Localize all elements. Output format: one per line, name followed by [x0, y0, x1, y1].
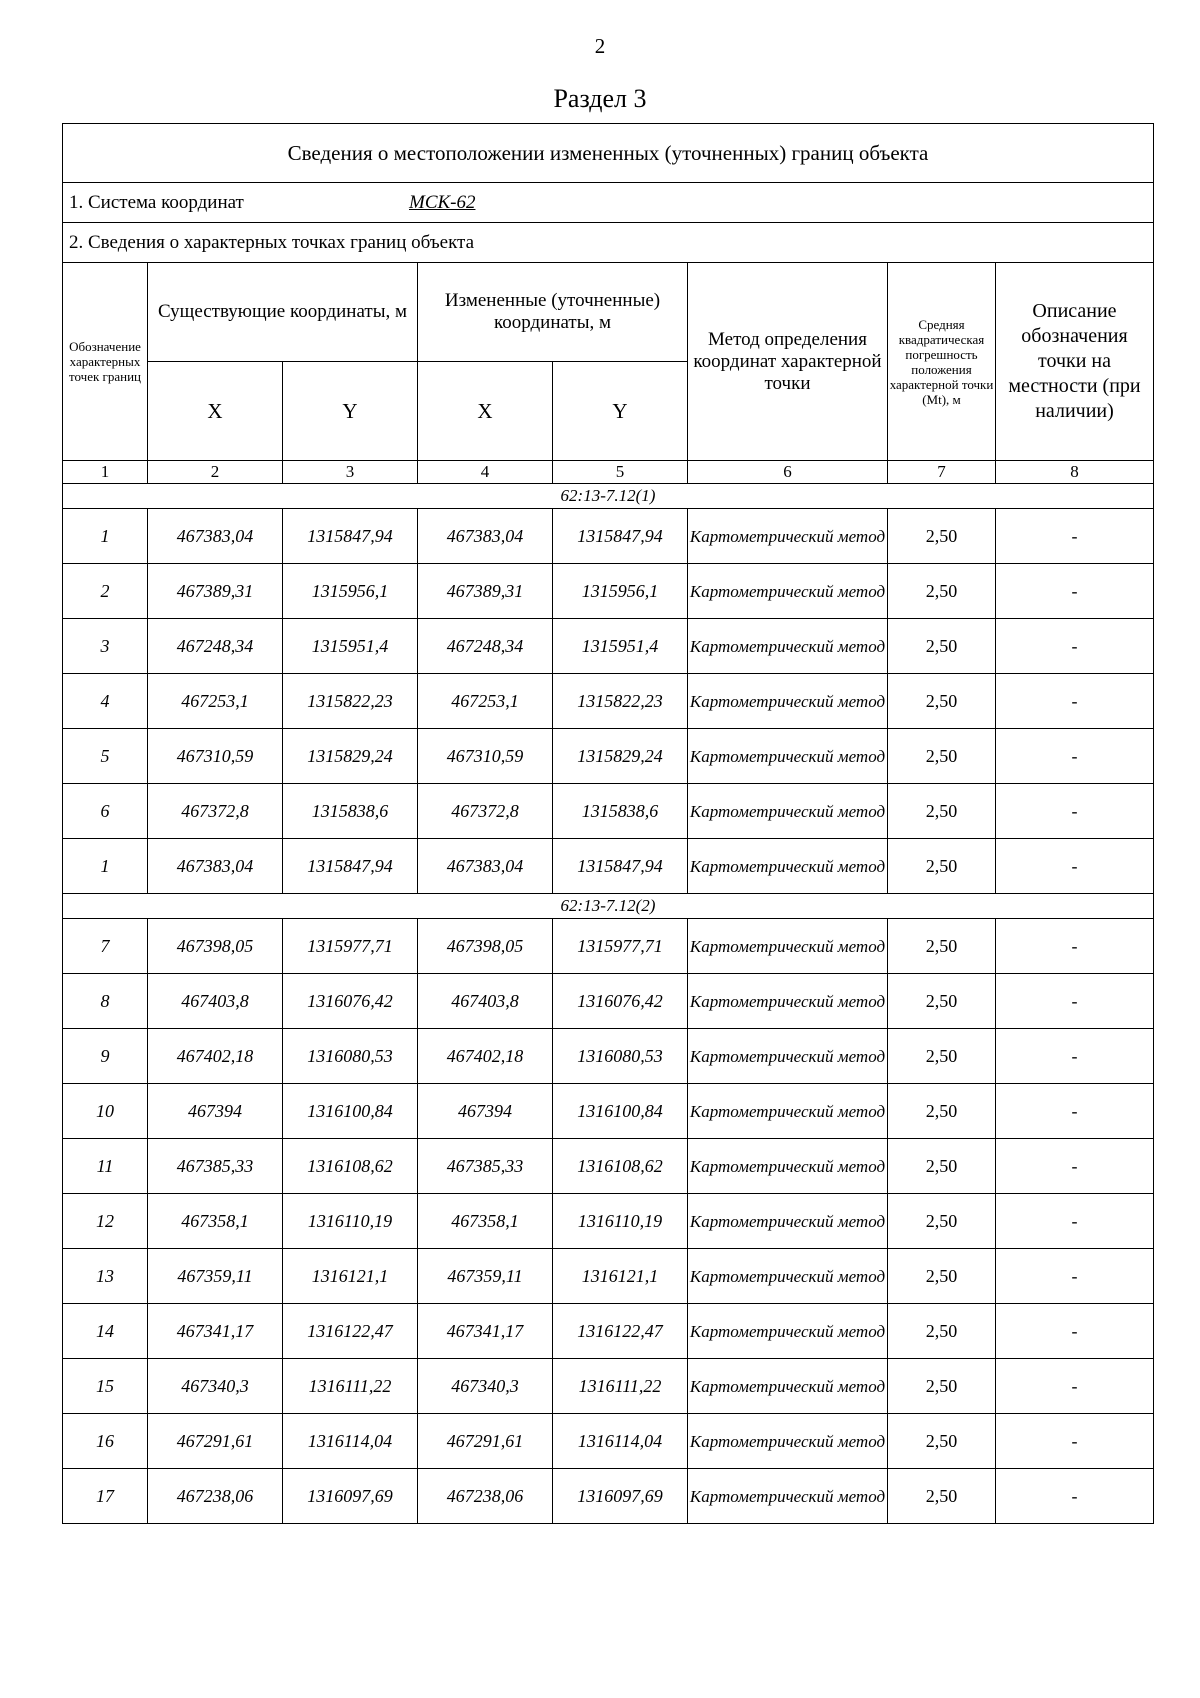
cell-error: 2,50: [888, 1359, 996, 1414]
header-changed: Измененные (уточненные) координаты, м: [418, 263, 688, 362]
cell-method: Картометрический метод: [688, 1084, 888, 1139]
cell-x-existing: 467341,17: [148, 1304, 283, 1359]
cell-x-existing: 467383,04: [148, 509, 283, 564]
cell-method: Картометрический метод: [688, 564, 888, 619]
cell-method: Картометрический метод: [688, 1194, 888, 1249]
coord-system-row: [63, 183, 1154, 223]
header-method: Метод определения координат характерной точки: [688, 263, 888, 461]
cell-x-changed: 467358,1: [418, 1194, 553, 1249]
cell-point: 14: [63, 1304, 148, 1359]
cell-error: 2,50: [888, 1414, 996, 1469]
cell-x-existing: 467389,31: [148, 564, 283, 619]
cell-error: 2,50: [888, 919, 996, 974]
cell-y-existing: 1316122,47: [283, 1304, 418, 1359]
cell-x-changed: 467248,34: [418, 619, 553, 674]
cell-error: 2,50: [888, 619, 996, 674]
cell-point: 10: [63, 1084, 148, 1139]
cell-method: Картометрический метод: [688, 619, 888, 674]
table-title: Сведения о местоположении измененных (уточненных) границ объекта: [63, 124, 1154, 183]
table-row: [63, 919, 1154, 974]
cell-y-existing: 1315956,1: [283, 564, 418, 619]
cell-point: 6: [63, 784, 148, 839]
cell-y-existing: 1316108,62: [283, 1139, 418, 1194]
cell-y-existing: 1316111,22: [283, 1359, 418, 1414]
cell-error: 2,50: [888, 1139, 996, 1194]
cell-method: Картометрический метод: [688, 1029, 888, 1084]
cell-y-changed: 1316122,47: [553, 1304, 688, 1359]
cell-method: Картометрический метод: [688, 1304, 888, 1359]
cell-y-existing: 1316114,04: [283, 1414, 418, 1469]
table-row: [63, 729, 1154, 784]
cell-error: 2,50: [888, 564, 996, 619]
col-number: 6: [688, 461, 888, 484]
cell-error: 2,50: [888, 784, 996, 839]
cell-x-changed: 467341,17: [418, 1304, 553, 1359]
cell-x-existing: 467383,04: [148, 839, 283, 894]
cell-y-existing: 1315829,24: [283, 729, 418, 784]
cell-method: Картометрический метод: [688, 1249, 888, 1304]
cell-point: 11: [63, 1139, 148, 1194]
cell-y-changed: 1316097,69: [553, 1469, 688, 1524]
cell-method: Картометрический метод: [688, 839, 888, 894]
header-existing: Существующие координаты, м: [148, 263, 418, 362]
cell-x-existing: 467291,61: [148, 1414, 283, 1469]
cell-x-changed: 467359,11: [418, 1249, 553, 1304]
cell-method: Картометрический метод: [688, 919, 888, 974]
section-title: Раздел 3: [553, 84, 647, 113]
table-row: [63, 784, 1154, 839]
cell-x-existing: 467359,11: [148, 1249, 283, 1304]
cell-y-existing: 1315847,94: [283, 509, 418, 564]
col-number: 8: [996, 461, 1154, 484]
cell-point: 7: [63, 919, 148, 974]
cell-point: 1: [63, 839, 148, 894]
cell-point: 3: [63, 619, 148, 674]
table-row: [63, 1139, 1154, 1194]
cell-y-existing: 1316097,69: [283, 1469, 418, 1524]
cell-x-existing: 467248,34: [148, 619, 283, 674]
cell-x-changed: 467394: [418, 1084, 553, 1139]
cell-x-changed: 467253,1: [418, 674, 553, 729]
cell-y-existing: 1315951,4: [283, 619, 418, 674]
cell-description: -: [996, 564, 1154, 619]
header-y-existing: Y: [283, 362, 418, 461]
cell-x-existing: 467358,1: [148, 1194, 283, 1249]
cell-y-changed: 1316121,1: [553, 1249, 688, 1304]
cell-y-existing: 1315847,94: [283, 839, 418, 894]
cell-x-changed: 467310,59: [418, 729, 553, 784]
cell-y-existing: 1315822,23: [283, 674, 418, 729]
coord-system-value: МСК-62: [409, 191, 476, 213]
cell-description: -: [996, 1194, 1154, 1249]
cell-y-changed: 1316111,22: [553, 1359, 688, 1414]
cell-description: -: [996, 509, 1154, 564]
header-y-changed: Y: [553, 362, 688, 461]
cell-method: Картометрический метод: [688, 974, 888, 1029]
cell-y-changed: 1315838,6: [553, 784, 688, 839]
cell-description: -: [996, 1084, 1154, 1139]
cell-description: -: [996, 674, 1154, 729]
cell-x-changed: 467383,04: [418, 839, 553, 894]
cell-description: -: [996, 839, 1154, 894]
group-name: 62:13-7.12(2): [63, 894, 1154, 919]
points-title: 2. Сведения о характерных точках границ объекта: [63, 223, 1154, 263]
group-row: [63, 894, 1154, 919]
cell-description: -: [996, 619, 1154, 674]
cell-description: -: [996, 1139, 1154, 1194]
header-x-changed: X: [418, 362, 553, 461]
cell-y-changed: 1315977,71: [553, 919, 688, 974]
cell-error: 2,50: [888, 1469, 996, 1524]
table-row: [63, 509, 1154, 564]
boundary-points-table: [62, 123, 1154, 1524]
cell-y-changed: 1316108,62: [553, 1139, 688, 1194]
cell-error: 2,50: [888, 1249, 996, 1304]
col-number: 5: [553, 461, 688, 484]
cell-x-changed: 467389,31: [418, 564, 553, 619]
cell-method: Картометрический метод: [688, 784, 888, 839]
page-number: 2: [594, 34, 606, 58]
cell-description: -: [996, 784, 1154, 839]
cell-point: 5: [63, 729, 148, 784]
header-description: Описание обозначения точки на местности (при наличии): [996, 263, 1154, 461]
col-number: 2: [148, 461, 283, 484]
cell-description: -: [996, 919, 1154, 974]
cell-point: 8: [63, 974, 148, 1029]
table-row: [63, 1359, 1154, 1414]
cell-x-existing: 467394: [148, 1084, 283, 1139]
cell-x-changed: 467372,8: [418, 784, 553, 839]
table-row: [63, 1029, 1154, 1084]
cell-point: 9: [63, 1029, 148, 1084]
cell-description: -: [996, 1029, 1154, 1084]
table-row: [63, 1304, 1154, 1359]
table-row: [63, 839, 1154, 894]
cell-x-existing: 467402,18: [148, 1029, 283, 1084]
cell-error: 2,50: [888, 1029, 996, 1084]
cell-y-existing: 1316110,19: [283, 1194, 418, 1249]
cell-description: -: [996, 1469, 1154, 1524]
cell-y-changed: 1315847,94: [553, 839, 688, 894]
cell-x-changed: 467402,18: [418, 1029, 553, 1084]
cell-y-existing: 1316076,42: [283, 974, 418, 1029]
cell-y-changed: 1315822,23: [553, 674, 688, 729]
cell-error: 2,50: [888, 1304, 996, 1359]
cell-y-changed: 1315829,24: [553, 729, 688, 784]
group-row: [63, 484, 1154, 509]
cell-point: 16: [63, 1414, 148, 1469]
cell-description: -: [996, 729, 1154, 784]
col-number: 4: [418, 461, 553, 484]
cell-error: 2,50: [888, 839, 996, 894]
cell-error: 2,50: [888, 509, 996, 564]
cell-description: -: [996, 1359, 1154, 1414]
cell-error: 2,50: [888, 729, 996, 784]
table-row: [63, 1414, 1154, 1469]
col-number: 3: [283, 461, 418, 484]
cell-description: -: [996, 1249, 1154, 1304]
cell-error: 2,50: [888, 974, 996, 1029]
cell-method: Картометрический метод: [688, 1414, 888, 1469]
cell-error: 2,50: [888, 1194, 996, 1249]
cell-method: Картометрический метод: [688, 1469, 888, 1524]
cell-point: 17: [63, 1469, 148, 1524]
table-row: [63, 674, 1154, 729]
cell-y-changed: 1316080,53: [553, 1029, 688, 1084]
cell-x-changed: 467403,8: [418, 974, 553, 1029]
table-row: [63, 1469, 1154, 1524]
cell-y-changed: 1316076,42: [553, 974, 688, 1029]
cell-x-changed: 467291,61: [418, 1414, 553, 1469]
cell-point: 4: [63, 674, 148, 729]
cell-y-changed: 1316114,04: [553, 1414, 688, 1469]
cell-x-existing: 467372,8: [148, 784, 283, 839]
col-number: 1: [63, 461, 148, 484]
cell-error: 2,50: [888, 674, 996, 729]
header-error: Средняя квадратическая погрешность положения характерной точки (Mt), м: [888, 263, 996, 461]
cell-x-existing: 467310,59: [148, 729, 283, 784]
cell-point: 2: [63, 564, 148, 619]
cell-x-existing: 467398,05: [148, 919, 283, 974]
cell-x-changed: 467238,06: [418, 1469, 553, 1524]
cell-point: 15: [63, 1359, 148, 1414]
table-row: [63, 564, 1154, 619]
table-row: [63, 619, 1154, 674]
col-number: 7: [888, 461, 996, 484]
cell-description: -: [996, 974, 1154, 1029]
cell-y-existing: 1316080,53: [283, 1029, 418, 1084]
cell-method: Картометрический метод: [688, 1359, 888, 1414]
cell-x-changed: 467398,05: [418, 919, 553, 974]
cell-y-changed: 1315847,94: [553, 509, 688, 564]
cell-description: -: [996, 1304, 1154, 1359]
cell-point: 12: [63, 1194, 148, 1249]
cell-y-existing: 1316121,1: [283, 1249, 418, 1304]
cell-y-changed: 1315956,1: [553, 564, 688, 619]
cell-x-existing: 467238,06: [148, 1469, 283, 1524]
cell-method: Картометрический метод: [688, 509, 888, 564]
group-name: 62:13-7.12(1): [63, 484, 1154, 509]
cell-point: 13: [63, 1249, 148, 1304]
cell-y-existing: 1315977,71: [283, 919, 418, 974]
cell-method: Картометрический метод: [688, 674, 888, 729]
cell-x-changed: 467340,3: [418, 1359, 553, 1414]
cell-method: Картометрический метод: [688, 729, 888, 784]
table-row: [63, 1249, 1154, 1304]
cell-y-existing: 1315838,6: [283, 784, 418, 839]
cell-y-changed: 1316100,84: [553, 1084, 688, 1139]
header-point: Обозначение характерных точек границ: [63, 263, 148, 461]
table-row: [63, 1084, 1154, 1139]
cell-x-existing: 467403,8: [148, 974, 283, 1029]
cell-x-existing: 467385,33: [148, 1139, 283, 1194]
cell-x-changed: 467385,33: [418, 1139, 553, 1194]
cell-y-changed: 1315951,4: [553, 619, 688, 674]
cell-y-changed: 1316110,19: [553, 1194, 688, 1249]
cell-x-existing: 467340,3: [148, 1359, 283, 1414]
table-row: [63, 974, 1154, 1029]
cell-x-existing: 467253,1: [148, 674, 283, 729]
cell-point: 1: [63, 509, 148, 564]
header-x-existing: X: [148, 362, 283, 461]
cell-description: -: [996, 1414, 1154, 1469]
cell-method: Картометрический метод: [688, 1139, 888, 1194]
cell-x-changed: 467383,04: [418, 509, 553, 564]
cell-y-existing: 1316100,84: [283, 1084, 418, 1139]
coord-system-label: 1. Система координат: [69, 191, 244, 213]
table-row: [63, 1194, 1154, 1249]
cell-error: 2,50: [888, 1084, 996, 1139]
